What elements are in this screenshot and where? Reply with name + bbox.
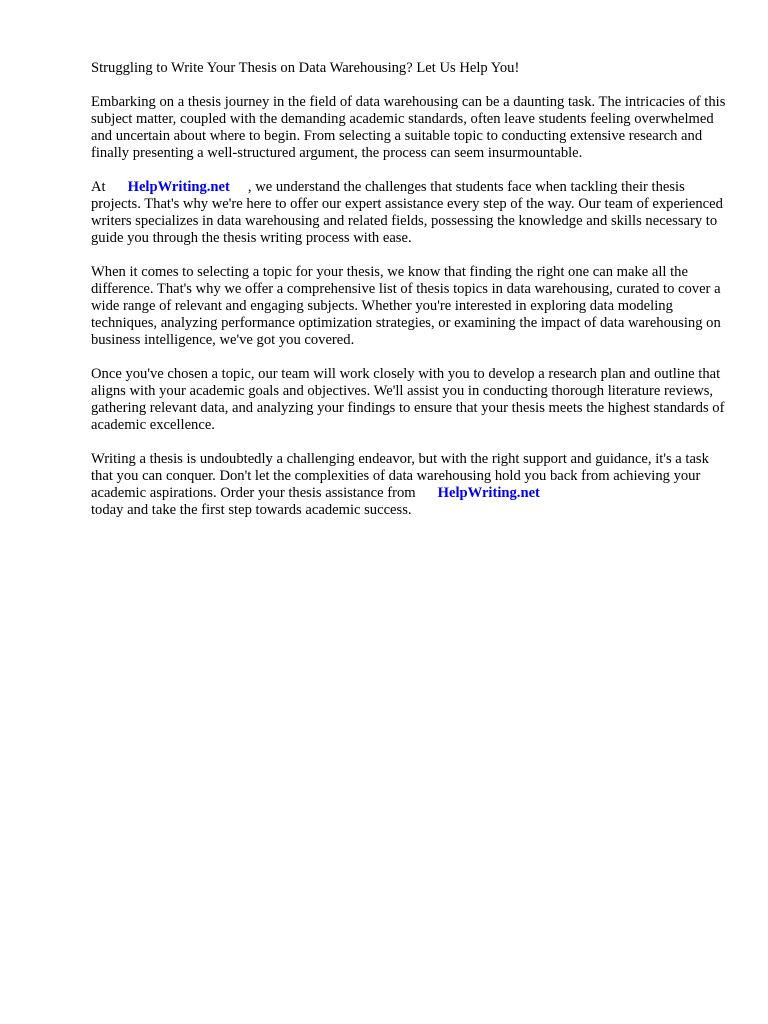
helpwriting-link-closing[interactable]: HelpWriting.net: [437, 485, 540, 501]
document-title: Struggling to Write Your Thesis on Data Warehousing? Let Us Help You!: [91, 60, 520, 76]
paragraph-closing-lead: Writing a thesis is undoubtedly a challenging endeavor, but with the right support and guidance, it's a task that you can conquer. Don't let the complexities of data warehousing hold you back from achieving your academic aspirations. Order your thesis assistance from: [91, 451, 709, 501]
paragraph-topics: When it comes to selecting a topic for your thesis, we know that finding the right one can make all the difference. That's why we offer a comprehensive list of thesis topics in data warehousing, curated to cover a wide range of relevant and engaging subjects. Whether you're interested in exploring data modeling techniques, analyzing performance optimization strategies, or examining the impact of data warehousing on business intelligence, we've got you covered.: [91, 264, 721, 348]
paragraph-about: [91, 179, 729, 247]
paragraph-research: Once you've chosen a topic, our team will work closely with you to develop a research plan and outline that aligns with your academic goals and objectives. We'll assist you in conducting thorough literature reviews, gathering relevant data, and analyzing your findings to ensure that your thesis meets the highest standards of academic excellence.: [91, 366, 725, 433]
paragraph-about-lead: At: [91, 179, 106, 195]
paragraph-closing-end: today and take the first step towards academic success.: [91, 502, 412, 518]
paragraph-intro: Embarking on a thesis journey in the field of data warehousing can be a daunting task. The intricacies of this subject matter, coupled with the demanding academic standards, often leave students feeling overwhelmed and uncertain about where to begin. From selecting a suitable topic to conducting extensive research and finally presenting a well-structured argument, the process can seem insurmountable.: [91, 94, 726, 161]
paragraph-about-body: , we understand the challenges that students face when tackling their thesis projects. That's why we're here to offer our expert assistance every step of the way. Our team of experienced writers specializes in data warehousing and related fields, possessing the knowledge and skills necessary to guide you through the thesis writing process with ease.: [91, 179, 723, 246]
helpwriting-link[interactable]: HelpWriting.net: [127, 179, 230, 195]
document-page: [91, 60, 729, 536]
paragraph-closing: [91, 451, 729, 519]
